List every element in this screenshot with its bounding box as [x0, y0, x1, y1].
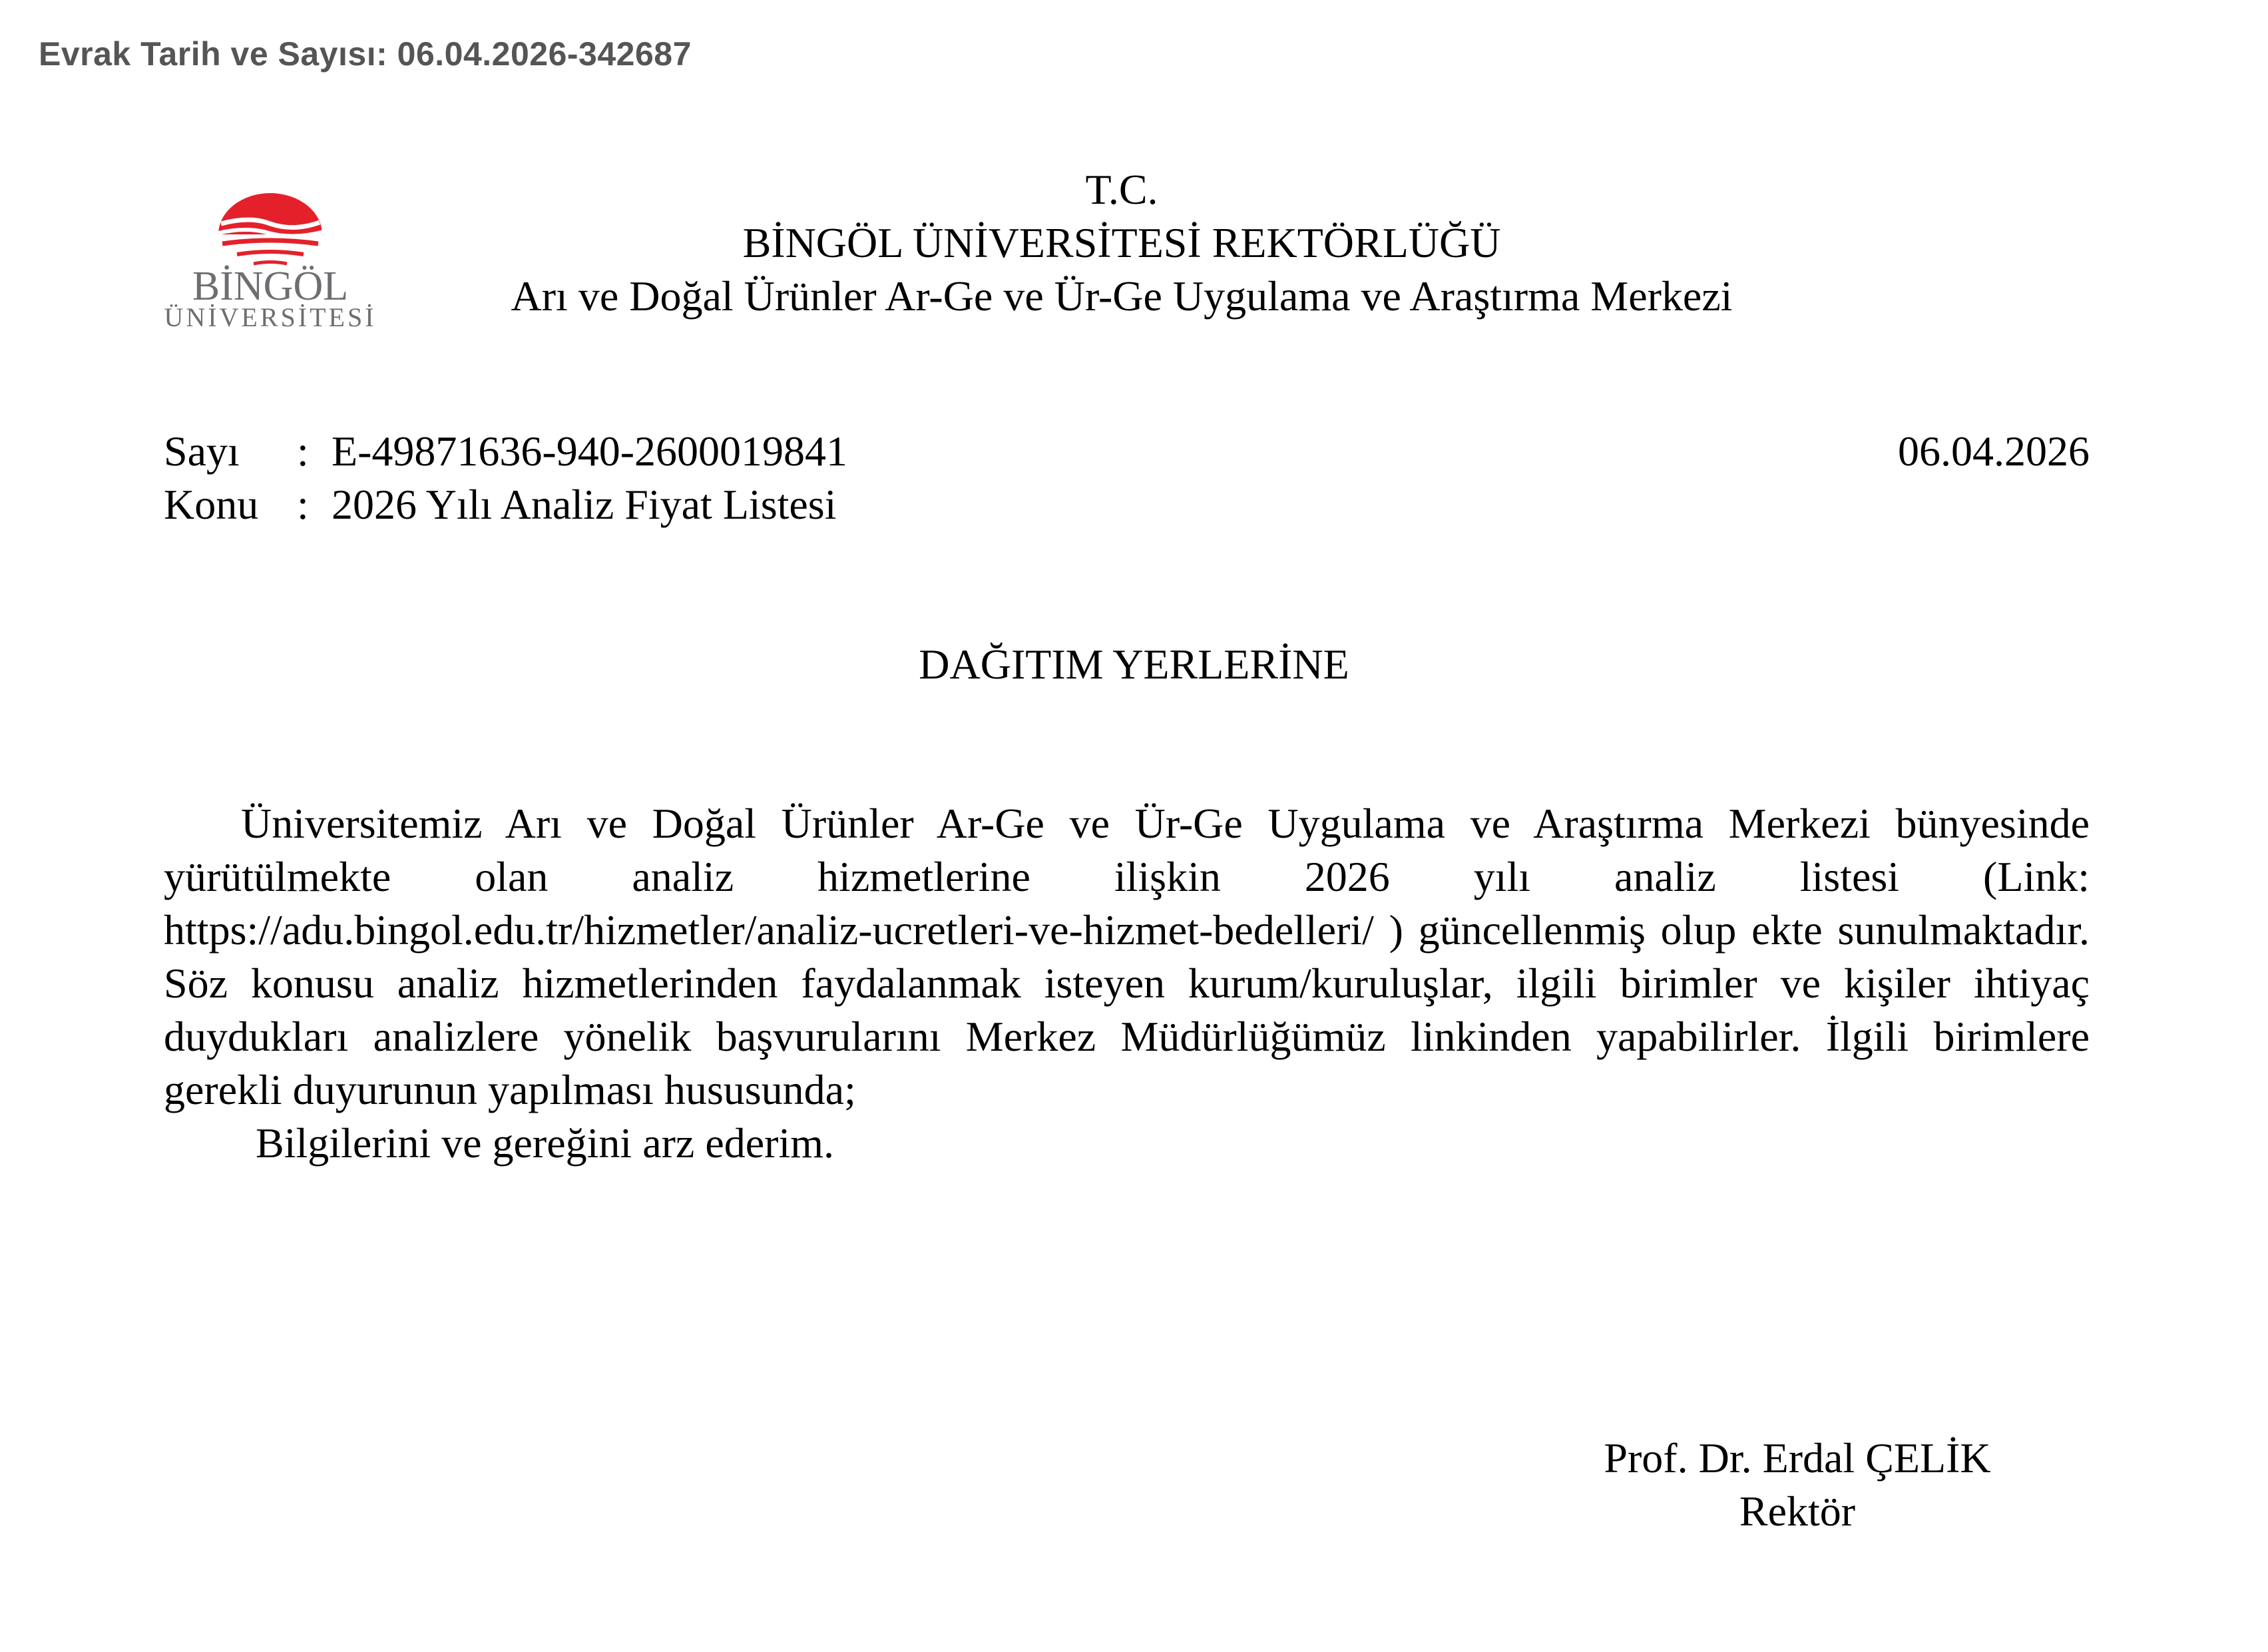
signature-block — [1531, 1432, 2064, 1538]
konu-colon: : — [297, 481, 309, 528]
closing-line: Bilgilerini ve gereğini arz ederim. — [256, 1119, 834, 1167]
document-meta — [164, 425, 847, 531]
konu-value: 2026 Yılı Analiz Fiyat Listesi — [332, 481, 837, 528]
body-paragraph — [164, 797, 2090, 1117]
signatory-name: Prof. Dr. Erdal ÇELİK — [1604, 1434, 1991, 1482]
signatory-title: Rektör — [1739, 1488, 1856, 1535]
sayi-value: E-49871636-940-2600019841 — [332, 427, 848, 475]
konu-row — [164, 478, 847, 531]
header-tc: T.C. — [1085, 166, 1158, 213]
sayi-row — [164, 425, 847, 478]
logo-text-universitesi: ÜNİVERSİTESİ — [164, 302, 377, 332]
body-part1: Üniversitemiz Arı ve Doğal Ürünler Ar-Ge ve Ür-Ge Uygulama ve Araştırma Merkezi bünyesinde yürütülmekte olan analiz hizmetlerine ilişkin 2026 yılı analiz listesi (Link: — [164, 800, 2090, 900]
header-university: BİNGÖL ÜNİVERSİTESİ REKTÖRLÜĞÜ — [742, 219, 1501, 266]
addressee: DAĞITIM YERLERİNE — [919, 641, 1349, 688]
analysis-link[interactable]: https://adu.bingol.edu.tr/hizmetler/analiz-ucretleri-ve-hizmet-bedelleri/ — [164, 906, 1374, 954]
body-part2: ) güncellenmiş olup ekte sunulmaktadır. Söz konusu analiz hizmetlerinden faydalanmak isteyen kurum/kuruluşlar, ilgili birimler ve kişiler ihtiyaç duydukları analizlere yönelik başvurularını Merkez Müdürlüğümüz linkinden yapabilirler. İlgili birimlere gerekli duyurunun yapılması hususunda; — [164, 906, 2090, 1113]
document-date: 06.04.2026 — [1898, 427, 2090, 475]
letterhead — [373, 163, 1871, 323]
university-logo — [157, 193, 383, 333]
letter-body — [164, 797, 2090, 1170]
logo-text-bingol: BİNGÖL — [192, 264, 349, 309]
konu-label: Konu — [164, 481, 259, 528]
sayi-colon: : — [297, 427, 309, 475]
header-center: Arı ve Doğal Ürünler Ar-Ge ve Ür-Ge Uygulama ve Araştırma Merkezi — [511, 272, 1733, 320]
document-date-number: Evrak Tarih ve Sayısı: 06.04.2026-342687 — [39, 35, 692, 73]
sayi-label: Sayı — [164, 427, 240, 475]
